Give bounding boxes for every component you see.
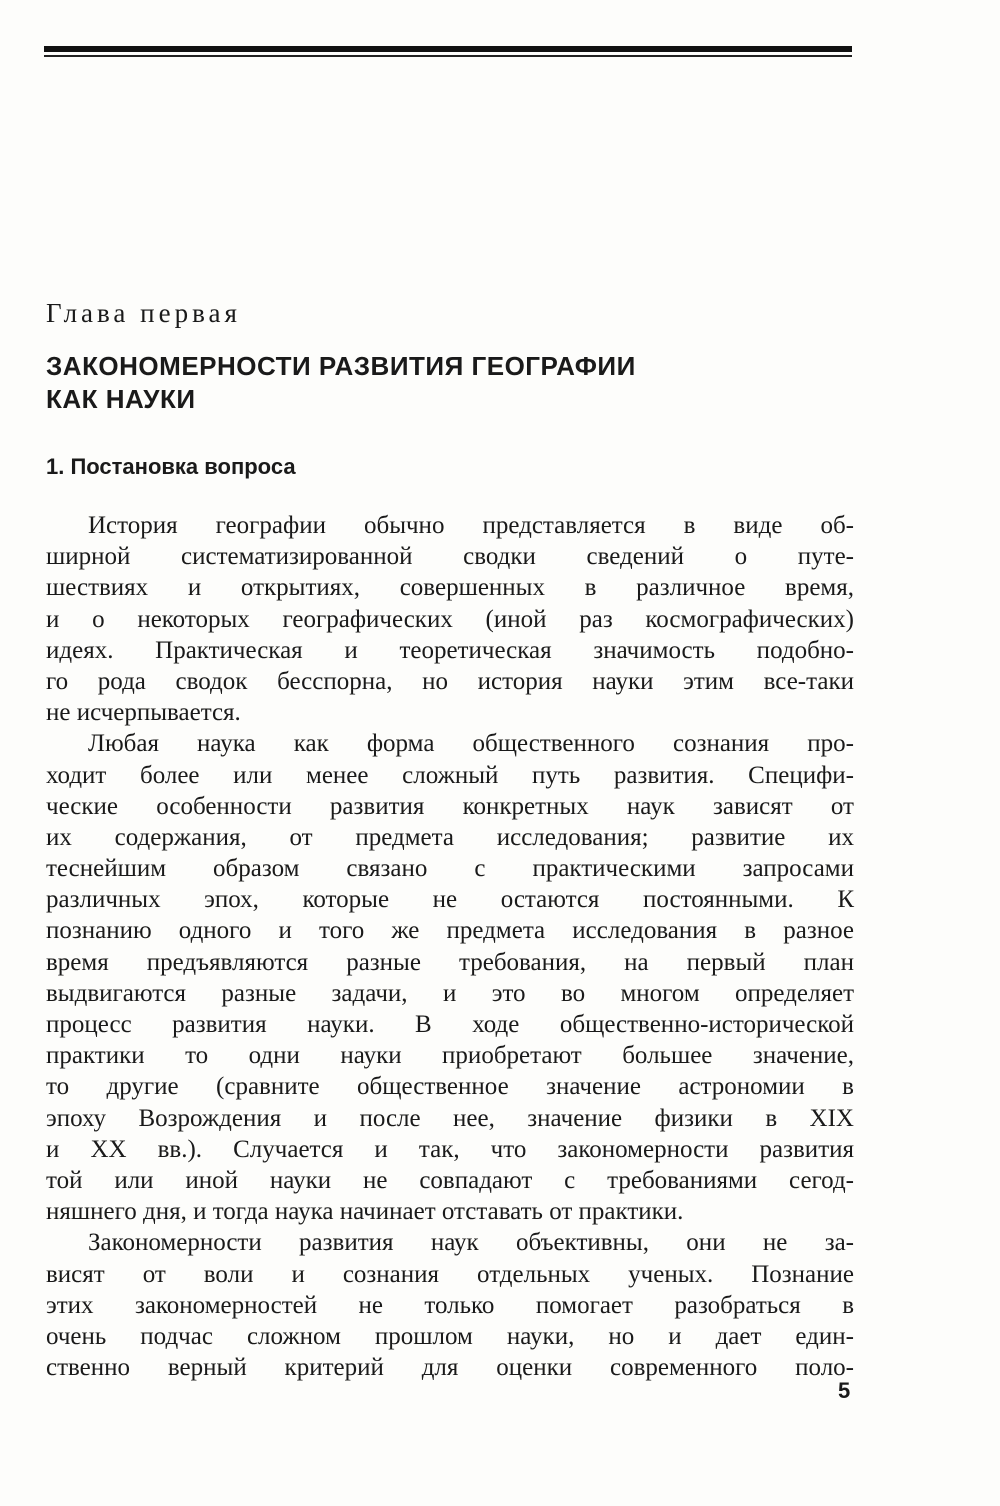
- chapter-title-line: ЗАКОНОМЕРНОСТИ РАЗВИТИЯ ГЕОГРАФИИ: [46, 351, 636, 381]
- text-line: теснейшим образом связано с практическими запросами: [46, 855, 854, 883]
- text-line: Закономерности развития наук объективны, они не за-: [88, 1229, 854, 1257]
- section-heading: 1. Постановка вопроса: [46, 454, 296, 479]
- text-line: познанию одного и того же предмета исследования в разное: [46, 917, 854, 945]
- header-rule-thick: [44, 46, 852, 52]
- text-line: не исчерпывается.: [46, 699, 241, 727]
- text-line: эпоху Возрождения и после нее, значение физики в XIX: [46, 1104, 854, 1132]
- text-line: то другие (сравните общественное значение астрономии в: [46, 1073, 854, 1101]
- chapter-title: [46, 350, 846, 416]
- text-line: процесс развития науки. В ходе общественно-исторической: [46, 1011, 854, 1038]
- text-line: различных эпох, которые не остаются постоянными. К: [46, 886, 854, 914]
- text-line: их содержания, от предмета исследования; развитие их: [46, 823, 854, 851]
- chapter-title-line: КАК НАУКИ: [46, 384, 196, 414]
- text-line: практики то одни науки приобретают большее значение,: [46, 1042, 854, 1070]
- text-line: Любая наука как форма общественного сознания про-: [88, 730, 854, 758]
- body-text: [46, 510, 854, 1383]
- text-line: го рода сводок бесспорна, но история науки этим все-таки: [46, 667, 854, 695]
- header-rule-thin: [44, 55, 852, 57]
- chapter-label: Глава первая: [46, 298, 241, 328]
- text-line: и о некоторых географических (иной раз космографических): [46, 605, 854, 633]
- text-line: очень подчас сложном прошлом науки, но и дает един-: [46, 1322, 854, 1350]
- text-line: идеях. Практическая и теоретическая значимость подобно-: [46, 636, 854, 664]
- page-number: 5: [838, 1378, 851, 1403]
- text-line: висят от воли и сознания отдельных ученых. Познание: [46, 1260, 854, 1288]
- text-line: ширной систематизированной сводки сведений о путе-: [46, 543, 854, 571]
- text-line: ческие особенности развития конкретных наук зависят от: [46, 792, 854, 820]
- text-line: ственно верный критерий для оценки современного поло-: [46, 1354, 854, 1382]
- text-line: История географии обычно представляется в виде об-: [88, 512, 854, 539]
- text-line: шествиях и открытиях, совершенных в различное время,: [46, 574, 854, 602]
- text-line: няшнего дня, и тогда наука начинает отставать от практики.: [46, 1198, 684, 1226]
- text-line: время предъявляются разные требования, на первый план: [46, 948, 854, 976]
- text-line: той или иной науки не совпадают с требованиями сегод-: [46, 1166, 854, 1194]
- text-line: выдвигаются разные задачи, и это во многом определяет: [46, 979, 854, 1007]
- text-line: этих закономерностей не только помогает разобраться в: [46, 1291, 854, 1319]
- text-line: и XX вв.). Случается и так, что закономерности развития: [46, 1135, 854, 1163]
- text-line: ходит более или менее сложный путь развития. Специфи-: [46, 761, 854, 789]
